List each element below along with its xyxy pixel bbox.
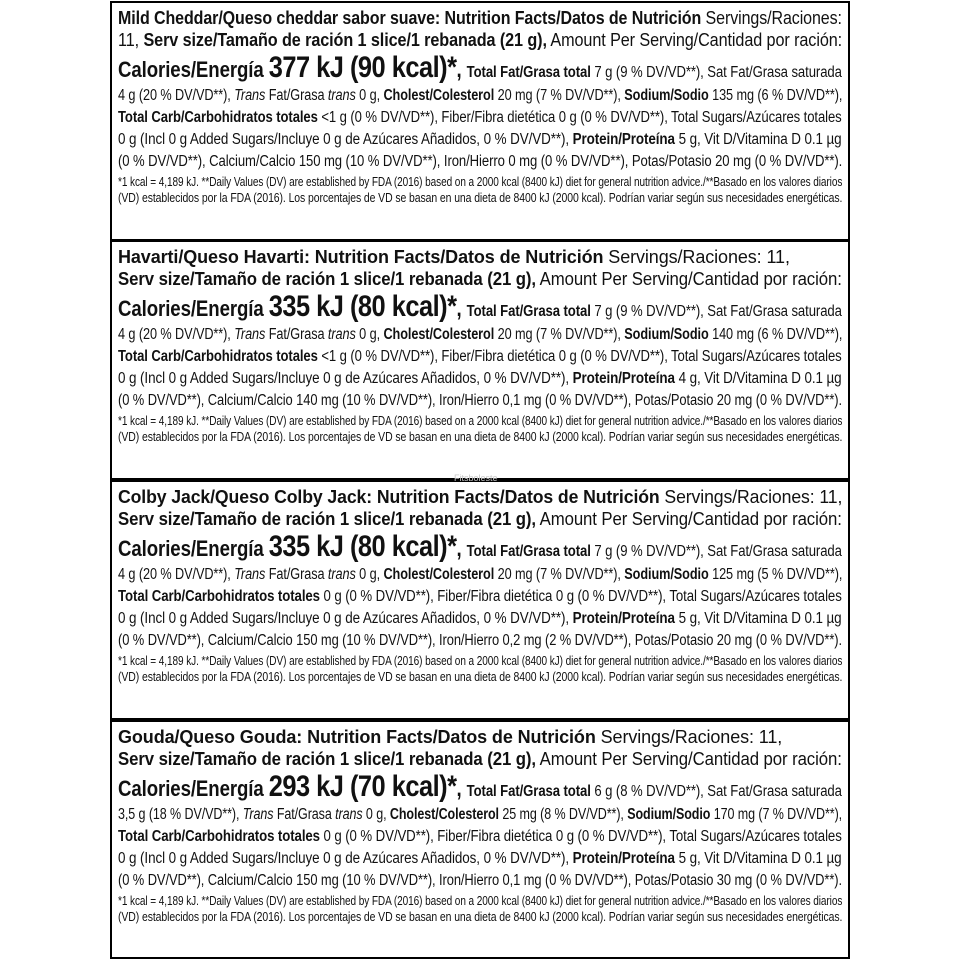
serving-size-line xyxy=(118,508,842,530)
servings-count: 11, xyxy=(118,30,144,50)
total-fat-label: Total Fat/Grasa total xyxy=(466,64,591,81)
sugars-value: 0 g (Incl 0 g Added Sugars/Incluye 0 g de Azúcares Añadidos, 0 % DV/VD**), xyxy=(118,370,573,387)
total-fat-value: 7 g (9 % DV/VD**), Sat Fat/Grasa saturada xyxy=(590,303,842,320)
servings-text: Servings/Raciones: xyxy=(701,8,842,28)
product-heading xyxy=(118,486,843,508)
total-fat-value: 7 g (9 % DV/VD**), Sat Fat/Grasa saturada xyxy=(590,543,842,560)
sugars-protein-line xyxy=(118,129,842,151)
calories-label: Calories/Energía xyxy=(118,776,269,801)
product-title: Mild Cheddar/Queso cheddar sabor suave: Nutrition Facts/Datos de Nutrición xyxy=(118,8,702,28)
calories-line xyxy=(118,290,842,324)
serving-size: Serv size/Tamaño de ración 1 slice/1 rebanada (21 g), xyxy=(143,30,547,50)
calories-label: Calories/Energía xyxy=(118,57,269,82)
carb-line xyxy=(118,826,842,848)
footnote-line-2: (VD) establecidos por la FDA (2016). Los porcentajes de VD se basan en una dieta de 8400 kJ (2000 kcal). Podrían variar según sus necesidades energéticas. xyxy=(118,910,843,924)
calories-comma: , xyxy=(456,776,467,801)
calories-line xyxy=(118,770,842,804)
sodium-value: 170 mg (7 % DV/VD**), xyxy=(710,806,843,823)
carb-value: <1 g (0 % DV/VD**), Fiber/Fibra dietética 0 g (0 % DV/VD**), Total Sugars/Azúcares totales xyxy=(317,109,842,126)
footnote-line-1: *1 kcal = 4,189 kJ. **Daily Values (DV) are established by FDA (2016) based on a 2000 kcal (8400 kJ) diet for general nutrition advice./**Basado en los valores diarios xyxy=(118,894,843,908)
footnote-line-1: *1 kcal = 4,189 kJ. **Daily Values (DV) are established by FDA (2016) based on a 2000 kcal (8400 kJ) diet for general nutrition advice./**Basado en los valores diarios xyxy=(118,175,843,189)
minerals-line: (0 % DV/VD**), Calcium/Calcio 140 mg (10 % DV/VD**), Iron/Hierro 0,1 mg (0 % DV/VD**), Potas/Potasio 20 mg (0 % DV/VD**). xyxy=(118,392,843,409)
amount-per-serving: Amount Per Serving/Cantidad por ración: xyxy=(535,269,842,289)
trans-fat-text: Fat/Grasa xyxy=(265,87,328,104)
panel-mild-cheddar xyxy=(110,1,850,241)
protein-value: 5 g, Vit D/Vitamina D 0.1 µg xyxy=(674,610,842,627)
panel-gouda xyxy=(110,720,850,959)
sugars-protein-line xyxy=(118,608,842,630)
trans-fat-value: 0 g, xyxy=(355,326,384,343)
trans-label-es: trans xyxy=(335,806,363,823)
trans-fat-value: 0 g, xyxy=(355,566,384,583)
serving-size: Serv size/Tamaño de ración 1 slice/1 rebanada (21 g), xyxy=(118,269,536,289)
sat-fat-value: 4 g (20 % DV/VD**), xyxy=(118,87,235,104)
footnote-line-2: (VD) establecidos por la FDA (2016). Los porcentajes de VD se basan en una dieta de 8400 kJ (2000 kcal). Podrían variar según sus necesidades energéticas. xyxy=(118,430,843,444)
cholesterol-value: 20 mg (7 % DV/VD**), xyxy=(494,326,625,343)
carb-value: 0 g (0 % DV/VD**), Fiber/Fibra dietética 0 g (0 % DV/VD**), Total Sugars/Azúcares totales xyxy=(319,588,842,605)
fat-cholesterol-sodium-line xyxy=(118,564,843,586)
carb-value: <1 g (0 % DV/VD**), Fiber/Fibra dietética 0 g (0 % DV/VD**), Total Sugars/Azúcares totales xyxy=(317,348,842,365)
carb-line xyxy=(118,586,842,608)
calories-comma: , xyxy=(456,296,467,321)
sat-fat-value: 4 g (20 % DV/VD**), xyxy=(118,326,235,343)
cholesterol-value: 20 mg (7 % DV/VD**), xyxy=(494,566,625,583)
sodium-value: 140 mg (6 % DV/VD**), xyxy=(708,326,843,343)
sugars-protein-line xyxy=(118,368,842,390)
trans-label-es: trans xyxy=(327,87,356,104)
product-title: Havarti/Queso Havarti: Nutrition Facts/Datos de Nutrición xyxy=(118,247,604,267)
sugars-value: 0 g (Incl 0 g Added Sugars/Incluye 0 g de Azúcares Añadidos, 0 % DV/VD**), xyxy=(118,850,573,867)
amount-per-serving: Amount Per Serving/Cantidad por ración: xyxy=(535,749,842,769)
total-fat-label: Total Fat/Grasa total xyxy=(466,543,591,560)
trans-label-en: Trans xyxy=(234,87,266,104)
calories-value: 293 kJ (70 kcal)* xyxy=(268,770,457,803)
serving-size-line xyxy=(118,748,842,770)
minerals-line: (0 % DV/VD**), Calcium/Calcio 150 mg (10 % DV/VD**), Iron/Hierro 0,1 mg (0 % DV/VD**), Potas/Potasio 30 mg (0 % DV/VD**). xyxy=(118,872,843,889)
trans-fat-text: Fat/Grasa xyxy=(273,806,336,823)
sodium-value: 125 mg (5 % DV/VD**), xyxy=(708,566,843,583)
calories-label: Calories/Energía xyxy=(118,296,269,321)
minerals-line: (0 % DV/VD**), Calcium/Calcio 150 mg (10 % DV/VD**), Iron/Hierro 0 mg (0 % DV/VD**), Potas/Potasio 20 mg (0 % DV/VD**). xyxy=(118,153,843,170)
carb-value: 0 g (0 % DV/VD**), Fiber/Fibra dietética 0 g (0 % DV/VD**), Total Sugars/Azúcares totales xyxy=(319,828,842,845)
trans-fat-value: 0 g, xyxy=(355,87,384,104)
total-fat-value: 6 g (8 % DV/VD**), Sat Fat/Grasa saturada xyxy=(590,783,842,800)
product-heading xyxy=(118,7,842,29)
amount-per-serving: Amount Per Serving/Cantidad por ración: xyxy=(535,509,842,529)
trans-fat-text: Fat/Grasa xyxy=(265,326,328,343)
protein-label: Protein/Proteína xyxy=(572,131,675,148)
product-title: Gouda/Queso Gouda: Nutrition Facts/Datos de Nutrición xyxy=(118,727,596,747)
footnote-line-1: *1 kcal = 4,189 kJ. **Daily Values (DV) are established by FDA (2016) based on a 2000 kcal (8400 kJ) diet for general nutrition advice./**Basado en los valores diarios xyxy=(118,654,843,668)
minerals-line: (0 % DV/VD**), Calcium/Calcio 150 mg (10 % DV/VD**), Iron/Hierro 0,2 mg (2 % DV/VD**), Potas/Potasio 20 mg (0 % DV/VD**). xyxy=(118,632,843,649)
amount-per-serving: Amount Per Serving/Cantidad por ración: xyxy=(546,30,843,50)
trans-label-es: trans xyxy=(327,566,356,583)
cholesterol-label: Cholest/Colesterol xyxy=(383,326,495,343)
trans-label-es: trans xyxy=(327,326,356,343)
trans-label-en: Trans xyxy=(234,566,266,583)
trans-fat-value: 0 g, xyxy=(362,806,390,823)
product-title: Colby Jack/Queso Colby Jack: Nutrition Facts/Datos de Nutrición xyxy=(118,487,660,507)
panel-colby-jack xyxy=(110,480,850,720)
fat-cholesterol-sodium-line xyxy=(118,324,843,346)
fat-cholesterol-sodium-line xyxy=(118,85,843,107)
trans-label-en: Trans xyxy=(242,806,274,823)
sugars-protein-line xyxy=(118,848,842,870)
protein-value: 5 g, Vit D/Vitamina D 0.1 µg xyxy=(674,131,842,148)
sodium-label: Sodium/Sodio xyxy=(624,87,709,104)
protein-value: 4 g, Vit D/Vitamina D 0.1 µg xyxy=(674,370,842,387)
calories-line xyxy=(118,530,842,564)
protein-label: Protein/Proteína xyxy=(572,850,675,867)
servings-text: Servings/Raciones: 11, xyxy=(659,487,843,507)
cholesterol-label: Cholest/Colesterol xyxy=(383,87,495,104)
total-fat-value: 7 g (9 % DV/VD**), Sat Fat/Grasa saturada xyxy=(590,64,842,81)
total-fat-label: Total Fat/Grasa total xyxy=(466,303,591,320)
footnote-line-1: *1 kcal = 4,189 kJ. **Daily Values (DV) are established by FDA (2016) based on a 2000 kcal (8400 kJ) diet for general nutrition advice./**Basado en los valores diarios xyxy=(118,414,843,428)
cholesterol-label: Cholest/Colesterol xyxy=(389,806,499,823)
serving-size-line xyxy=(118,268,842,290)
sugars-value: 0 g (Incl 0 g Added Sugars/Incluye 0 g de Azúcares Añadidos, 0 % DV/VD**), xyxy=(118,131,573,148)
serving-size: Serv size/Tamaño de ración 1 slice/1 rebanada (21 g), xyxy=(118,509,536,529)
panel-havarti xyxy=(110,240,850,480)
sodium-label: Sodium/Sodio xyxy=(624,566,709,583)
calories-value: 377 kJ (90 kcal)* xyxy=(268,51,457,84)
cholesterol-label: Cholest/Colesterol xyxy=(383,566,495,583)
servings-text: Servings/Raciones: 11, xyxy=(603,247,790,267)
calories-value: 335 kJ (80 kcal)* xyxy=(268,290,457,323)
carb-line xyxy=(118,346,842,368)
fat-cholesterol-sodium-line xyxy=(118,804,843,826)
product-heading xyxy=(118,246,842,268)
protein-label: Protein/Proteína xyxy=(572,370,675,387)
footnote-line-2: (VD) establecidos por la FDA (2016). Los porcentajes de VD se basan en una dieta de 8400 kJ (2000 kcal). Podrían variar según sus necesidades energéticas. xyxy=(118,191,843,205)
serving-size-line xyxy=(118,29,843,51)
protein-label: Protein/Proteína xyxy=(572,610,675,627)
protein-value: 5 g, Vit D/Vitamina D 0.1 µg xyxy=(674,850,842,867)
cholesterol-value: 20 mg (7 % DV/VD**), xyxy=(494,87,625,104)
calories-line xyxy=(118,51,842,85)
watermark: Fitsboleste xyxy=(454,473,498,483)
cholesterol-value: 25 mg (8 % DV/VD**), xyxy=(498,806,628,823)
product-heading xyxy=(118,726,842,748)
total-fat-label: Total Fat/Grasa total xyxy=(466,783,591,800)
sat-fat-value: 3,5 g (18 % DV/VD**), xyxy=(118,806,243,823)
trans-fat-text: Fat/Grasa xyxy=(265,566,328,583)
carb-line xyxy=(118,107,842,129)
sodium-value: 135 mg (6 % DV/VD**), xyxy=(708,87,843,104)
carb-label: Total Carb/Carbohidratos totales xyxy=(118,828,320,845)
servings-text: Servings/Raciones: 11, xyxy=(595,727,783,747)
serving-size: Serv size/Tamaño de ración 1 slice/1 rebanada (21 g), xyxy=(118,749,536,769)
calories-value: 335 kJ (80 kcal)* xyxy=(268,530,457,563)
trans-label-en: Trans xyxy=(234,326,266,343)
calories-comma: , xyxy=(456,536,467,561)
footnote-line-2: (VD) establecidos por la FDA (2016). Los porcentajes de VD se basan en una dieta de 8400 kJ (2000 kcal). Podrían variar según sus necesidades energéticas. xyxy=(118,670,843,684)
carb-label: Total Carb/Carbohidratos totales xyxy=(118,109,318,126)
sodium-label: Sodium/Sodio xyxy=(624,326,709,343)
sat-fat-value: 4 g (20 % DV/VD**), xyxy=(118,566,235,583)
carb-label: Total Carb/Carbohidratos totales xyxy=(118,348,318,365)
carb-label: Total Carb/Carbohidratos totales xyxy=(118,588,320,605)
calories-label: Calories/Energía xyxy=(118,536,269,561)
calories-comma: , xyxy=(456,57,467,82)
sodium-label: Sodium/Sodio xyxy=(627,806,711,823)
sugars-value: 0 g (Incl 0 g Added Sugars/Incluye 0 g de Azúcares Añadidos, 0 % DV/VD**), xyxy=(118,610,573,627)
